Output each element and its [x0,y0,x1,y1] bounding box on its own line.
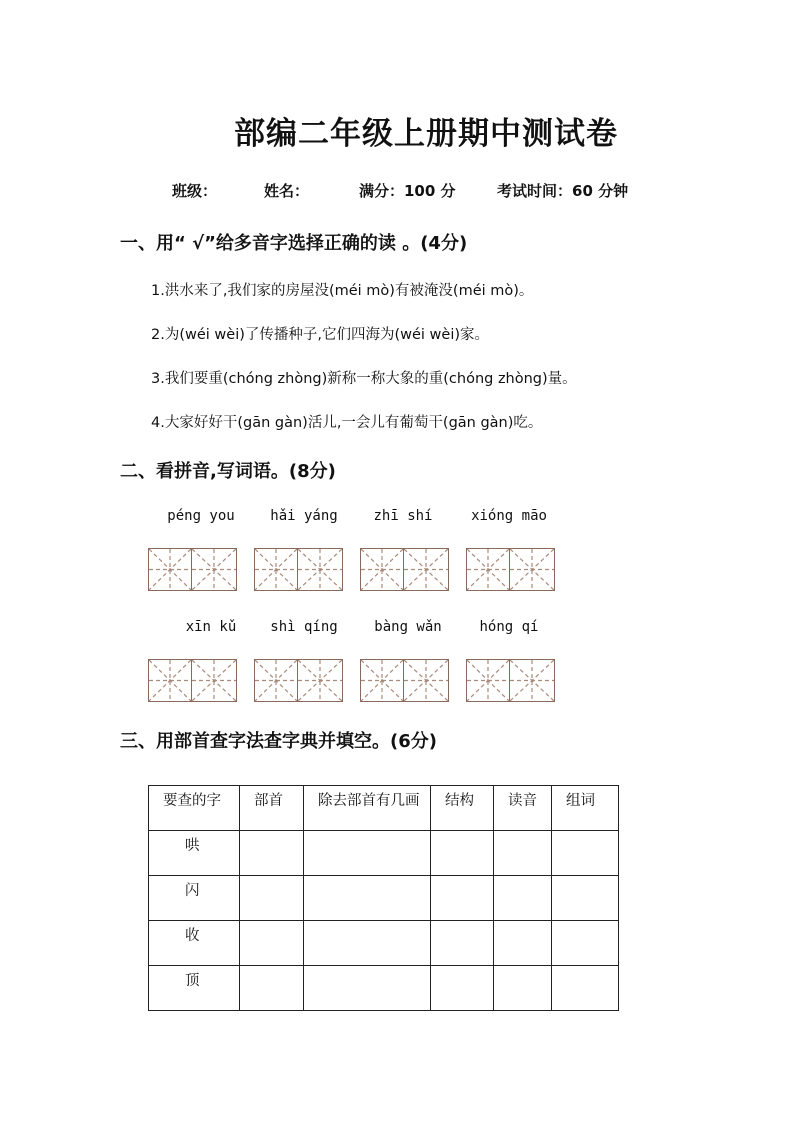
writing-cell[interactable] [404,548,449,591]
pinyin-label: hóng qí [479,619,539,635]
answer-cell[interactable] [240,831,304,876]
grid-guide-lines [361,549,403,590]
writing-cell[interactable] [466,548,510,591]
grid-guide-lines [467,660,509,701]
writing-cell[interactable] [510,659,555,702]
answer-cell[interactable] [431,966,494,1011]
section-1-title: 一、用“ √”给多音字选择正确的读 。(4分) [120,233,468,254]
grid-guide-lines [404,660,448,701]
grid-guide-lines [467,549,509,590]
writing-cell[interactable] [254,548,298,591]
name-label: 姓名： [264,182,310,200]
answer-cell[interactable] [304,831,431,876]
writing-grid-pair[interactable] [466,659,555,702]
answer-cell[interactable] [552,876,619,921]
writing-cell[interactable] [360,659,404,702]
grid-guide-lines [192,549,236,590]
grid-guide-lines [149,660,191,701]
writing-cell[interactable] [192,659,237,702]
question-1: 1.洪水来了,我们家的房屋没(méi mò)有被淹没(méi mò)。 [151,283,534,299]
section-3-title: 三、用部首查字法查字典并填空。(6分) [120,731,437,752]
question-2: 2.为(wéi wèi)了传播种子,它们四海为(wéi wèi)家。 [151,327,490,343]
writing-grid-pair[interactable] [360,659,449,702]
writing-cell[interactable] [360,548,404,591]
answer-cell[interactable] [494,876,552,921]
header-radical: 部首 [240,786,304,831]
pinyin-label: bàng wǎn [374,619,442,635]
header-structure: 结构 [431,786,494,831]
question-3: 3.我们要重(chóng zhòng)新称一称大象的重(chóng zhòng)量。 [151,371,577,387]
answer-cell[interactable] [552,921,619,966]
pinyin-label: xióng māo [471,508,547,524]
writing-cell[interactable] [404,659,449,702]
grid-guide-lines [361,660,403,701]
table-row [149,831,619,876]
answer-cell[interactable] [552,831,619,876]
header-strokes: 除去部首有几画 [304,786,431,831]
writing-grid-pair[interactable] [148,548,237,591]
grid-guide-lines [298,549,342,590]
writing-cell[interactable] [466,659,510,702]
pinyin-label: zhī shí [373,508,433,524]
writing-cell[interactable] [510,548,555,591]
writing-cell[interactable] [192,548,237,591]
section-2-title: 二、看拼音,写词语。(8分) [120,461,336,482]
writing-cell[interactable] [298,548,343,591]
pinyin-label: shì qíng [270,619,338,635]
writing-cell[interactable] [254,659,298,702]
answer-cell[interactable] [304,876,431,921]
grid-guide-lines [510,549,554,590]
grid-guide-lines [298,660,342,701]
pinyin-label: xīn kǔ [185,619,237,635]
char-cell: 哄 [149,831,240,876]
writing-cell[interactable] [298,659,343,702]
char-cell: 顶 [149,966,240,1011]
answer-cell[interactable] [431,921,494,966]
table-header-row [149,786,619,831]
answer-cell[interactable] [552,966,619,1011]
char-cell: 闪 [149,876,240,921]
answer-cell[interactable] [304,966,431,1011]
table-row [149,966,619,1011]
writing-grid-pair[interactable] [254,659,343,702]
writing-grid-pair[interactable] [148,659,237,702]
answer-cell[interactable] [431,831,494,876]
table-row [149,921,619,966]
grid-guide-lines [255,660,297,701]
writing-cell[interactable] [148,659,192,702]
grid-guide-lines [510,660,554,701]
page-title: 部编二年级上册期中测试卷 [234,116,618,152]
grid-guide-lines [255,549,297,590]
header-char: 要查的字 [149,786,240,831]
header-words: 组词 [552,786,619,831]
writing-grid-pair[interactable] [466,548,555,591]
answer-cell[interactable] [431,876,494,921]
writing-grid-pair[interactable] [254,548,343,591]
dictionary-table [148,785,619,1011]
header-pronunciation: 读音 [494,786,552,831]
question-4: 4.大家好好干(gān gàn)活儿,一会儿有葡萄干(gān gàn)吃。 [151,415,543,431]
grid-guide-lines [192,660,236,701]
writing-grid-pair[interactable] [360,548,449,591]
time-label: 考试时间：60 分钟 [497,182,629,200]
table-row [149,876,619,921]
answer-cell[interactable] [494,921,552,966]
char-cell: 收 [149,921,240,966]
grid-guide-lines [149,549,191,590]
writing-cell[interactable] [148,548,192,591]
score-label: 满分：100 分 [359,182,456,200]
answer-cell[interactable] [240,966,304,1011]
class-label: 班级： [172,182,218,200]
grid-guide-lines [404,549,448,590]
answer-cell[interactable] [240,921,304,966]
answer-cell[interactable] [240,876,304,921]
answer-cell[interactable] [304,921,431,966]
pinyin-label: hǎi yáng [270,508,338,524]
pinyin-label: péng you [167,508,235,524]
answer-cell[interactable] [494,966,552,1011]
answer-cell[interactable] [494,831,552,876]
